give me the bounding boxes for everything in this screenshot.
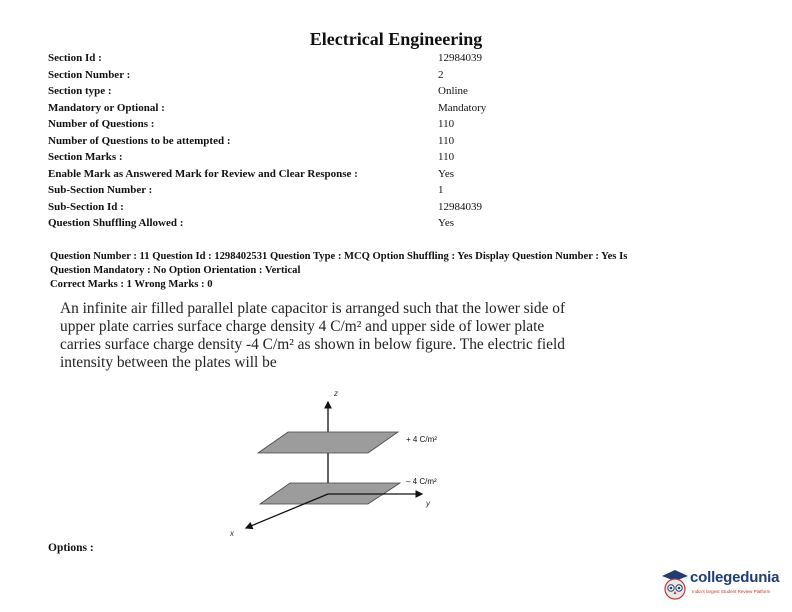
upper-plate xyxy=(258,432,398,453)
info-row xyxy=(48,201,608,218)
mandatory-value: Mandatory xyxy=(438,101,487,114)
x-axis-label: x xyxy=(230,529,234,538)
subsection-number-value: 1 xyxy=(438,184,444,196)
capacitor-diagram xyxy=(218,384,468,544)
collegedunia-logo xyxy=(660,565,785,605)
question-meta xyxy=(50,250,730,292)
options-label: Options : xyxy=(48,542,94,554)
section-number-label: Section Number : xyxy=(48,68,131,81)
num-attempt-label: Number of Questions to be attempted : xyxy=(48,134,231,147)
subsection-id-label: Sub-Section Id : xyxy=(48,200,124,213)
question-text xyxy=(60,300,615,372)
info-row xyxy=(48,85,608,102)
section-type-label: Section type : xyxy=(48,85,112,97)
logo-wordmark: collegedunia xyxy=(690,569,780,586)
logo-tagline: India's largest Student Review Platform xyxy=(692,589,771,594)
info-row xyxy=(48,69,608,86)
info-row xyxy=(48,52,608,69)
info-row xyxy=(48,217,608,234)
upper-charge-label: + 4 C/m² xyxy=(406,435,437,444)
mandatory-label: Mandatory or Optional : xyxy=(48,101,165,114)
page-title: Electrical Engineering xyxy=(309,29,483,49)
capacitor-figure xyxy=(218,384,468,544)
mark-review-value: Yes xyxy=(438,167,455,180)
section-marks-value: 110 xyxy=(438,151,455,163)
graduate-owl-icon xyxy=(660,569,690,601)
section-type-value: Online xyxy=(438,85,468,97)
info-row xyxy=(48,151,608,168)
section-marks-label: Section Marks : xyxy=(48,151,123,163)
question-text-line: upper plate carries surface charge density 4 C/m² and upper side of lower plate xyxy=(60,318,545,335)
shuffling-value: Yes xyxy=(438,217,455,229)
subsection-number-label: Sub-Section Number : xyxy=(48,184,153,196)
num-attempt-value: 110 xyxy=(438,134,455,147)
subsection-id-value: 12984039 xyxy=(438,200,482,213)
info-row xyxy=(48,184,608,201)
z-axis-label: z xyxy=(334,389,338,398)
question-text-line: carries surface charge density -4 C/m² as shown in below figure. The electric field xyxy=(60,336,565,353)
question-text-line: intensity between the plates will be xyxy=(60,354,277,371)
question-meta-line1: Question Number : 11 Question Id : 1298402531 Question Type : MCQ Option Shuffling : Yes Display Question Number : Yes Is xyxy=(50,251,628,262)
section-id-value: 12984039 xyxy=(438,52,482,64)
info-row xyxy=(48,135,608,152)
num-questions-label: Number of Questions : xyxy=(48,118,155,130)
info-row xyxy=(48,118,608,135)
section-info-table xyxy=(48,52,608,234)
section-number-value: 2 xyxy=(438,68,444,81)
question-meta-line2: Question Mandatory : No Option Orientation : Vertical xyxy=(50,265,301,276)
mark-review-label: Enable Mark as Answered Mark for Review and Clear Response : xyxy=(48,167,358,180)
question-text-line: An infinite air filled parallel plate capacitor is arranged such that the lower side of xyxy=(60,300,566,317)
question-marks: Correct Marks : 1 Wrong Marks : 0 xyxy=(50,279,213,290)
y-axis-label: y xyxy=(426,499,430,508)
num-questions-value: 110 xyxy=(438,118,455,130)
info-row xyxy=(48,102,608,119)
info-row xyxy=(48,168,608,185)
lower-charge-label: – 4 C/m² xyxy=(406,477,437,486)
section-id-label: Section Id : xyxy=(48,52,102,64)
shuffling-label: Question Shuffling Allowed : xyxy=(48,217,184,229)
